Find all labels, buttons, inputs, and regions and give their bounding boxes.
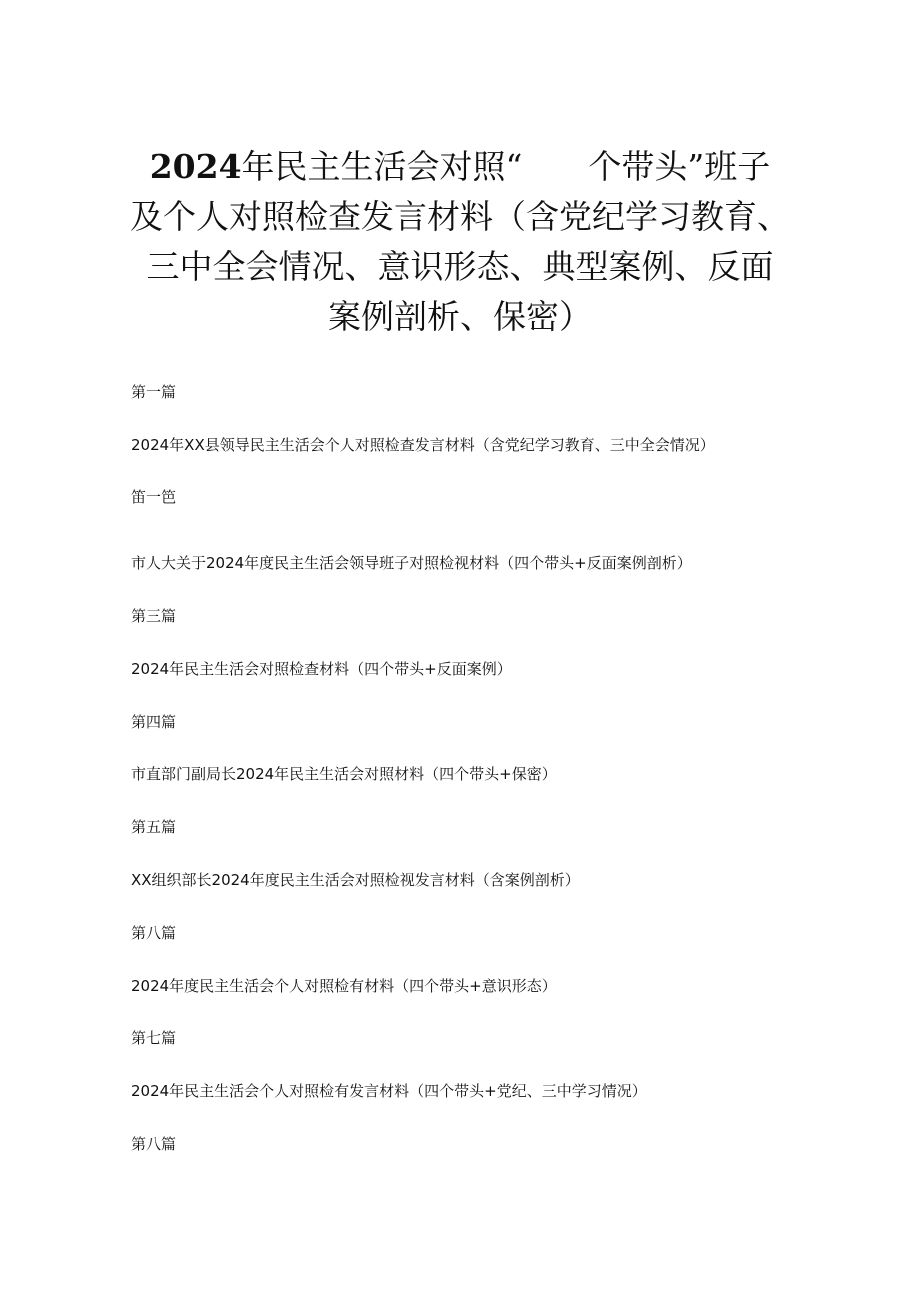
document-entry: 2024年度民主生活会个人对照检有材料（四个带头+意识形态） [131, 977, 557, 995]
document-entry: 2024年XX县领导民主生活会个人对照检查发言材料（含党纪学习教育、三中全会情况） [131, 436, 715, 454]
title-line-1 [120, 142, 800, 192]
document-entry: 市人大关于2024年度民主生活会领导班子对照检视材料（四个带头+反面案例剖析） [131, 554, 692, 572]
document-entry: XX组织部长2024年度民主生活会对照检视发言材料（含案例剖析） [131, 871, 580, 889]
section-heading: 笛一笆 [131, 488, 177, 506]
title-line-1-text: 年民主生活会对照“ 个带头”班子 [241, 147, 771, 186]
document-entry: 2024年民主生活会对照检查材料（四个带头+反面案例） [131, 660, 512, 678]
section-heading: 第五篇 [131, 818, 177, 836]
title-line-3: 三中全会情况、意识形态、典型案例、反面 [146, 247, 774, 286]
document-title [120, 142, 800, 342]
section-heading: 第七篇 [131, 1029, 177, 1047]
section-heading: 第四篇 [131, 713, 177, 731]
section-heading: 第三篇 [131, 607, 177, 625]
section-heading: 第八篇 [131, 1135, 177, 1153]
title-line-2: 及个人对照检查发言材料（含党纪学习教育、 [130, 197, 790, 236]
title-year: 2024 [149, 147, 242, 186]
document-entry: 2024年民主生活会个人对照检有发言材料（四个带头+党纪、三中学习情况） [131, 1082, 647, 1100]
document-entry: 市直部门副局长2024年民主生活会对照材料（四个带头+保密） [131, 765, 557, 783]
section-heading: 第一篇 [131, 383, 177, 401]
section-heading: 第八篇 [131, 924, 177, 942]
title-line-4: 案例剖析、保密） [328, 297, 592, 336]
